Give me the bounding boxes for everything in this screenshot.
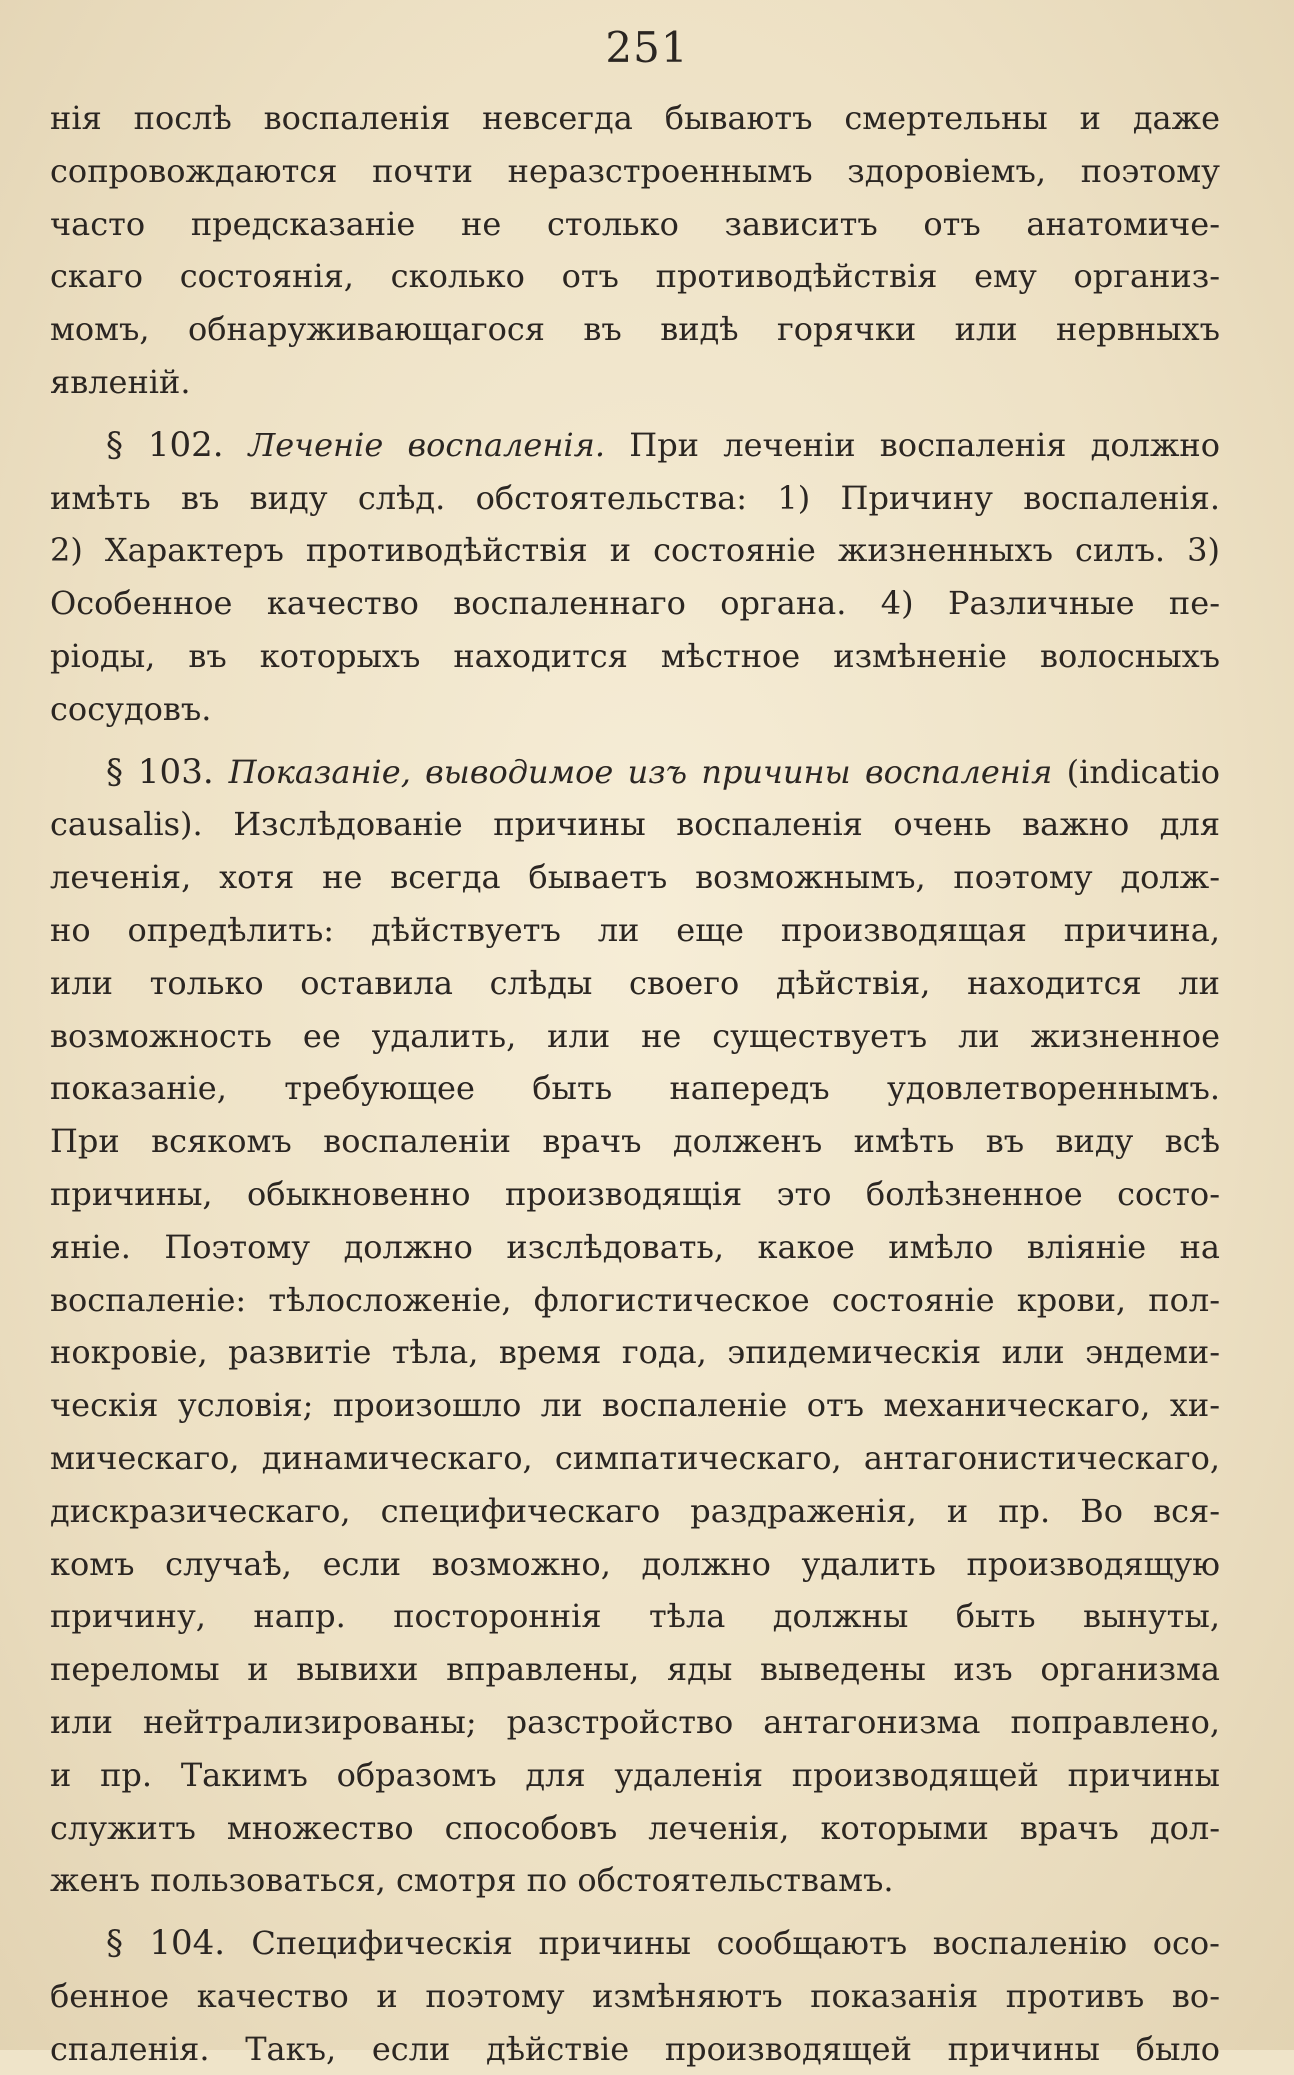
text-line bbox=[50, 1062, 1220, 1115]
paragraph bbox=[50, 746, 1220, 1908]
text-run: леченія, хотя не всегда бываетъ возможнымъ, поэтому долж- bbox=[50, 858, 1220, 897]
paragraph-gap bbox=[50, 1907, 1220, 1917]
text-line bbox=[50, 1970, 1220, 2023]
text-run: causalis). Изслѣдованіе причины воспаленія очень важно для bbox=[50, 805, 1220, 844]
text-line bbox=[50, 356, 1220, 409]
text-run: 2) Характеръ противодѣйствія и состояніе жизненныхъ силъ. 3) bbox=[50, 531, 1220, 570]
page-number: 251 bbox=[605, 23, 689, 72]
text-run: нокровіе, развитіе тѣла, время года, эпидемическія или эндеми- bbox=[50, 1333, 1220, 1372]
text-line bbox=[50, 1274, 1220, 1327]
text-run: ческія условія; произошло ли воспаленіе отъ механическаго, хи- bbox=[50, 1386, 1220, 1425]
text-run: воспаленіе: тѣлосложеніе, флогистическое состояніе крови, пол- bbox=[50, 1280, 1220, 1319]
text-run: нія послѣ воспаленія невсегда бываютъ смертельны и даже bbox=[50, 99, 1220, 137]
text-line bbox=[50, 1168, 1220, 1221]
text-line bbox=[50, 630, 1220, 683]
text-run: При леченіи воспаленія должно bbox=[605, 425, 1220, 464]
text-line bbox=[50, 1802, 1220, 1855]
text-line bbox=[50, 1326, 1220, 1379]
body-text bbox=[50, 92, 1220, 2075]
text-line bbox=[50, 904, 1220, 957]
text-line bbox=[50, 1917, 1220, 1970]
text-line bbox=[50, 1379, 1220, 1432]
text-run: женъ пользоваться, смотря по обстоятельствамъ. bbox=[50, 1861, 894, 1900]
text-run: При всякомъ воспаленіи врачъ долженъ имѣть въ виду всѣ bbox=[50, 1122, 1220, 1161]
paragraph-gap bbox=[50, 409, 1220, 419]
text-run: комъ случаѣ, если возможно, должно удалить производящую bbox=[50, 1544, 1220, 1583]
text-line bbox=[50, 798, 1220, 851]
text-line bbox=[50, 683, 1220, 736]
text-line bbox=[50, 303, 1220, 356]
text-line bbox=[50, 746, 1220, 799]
text-run: (indicatio bbox=[1052, 752, 1220, 791]
text-run: момъ, обнаруживающагося въ видѣ горячки или нервныхъ bbox=[50, 310, 1220, 349]
text-line bbox=[50, 92, 1220, 145]
section-number: § 102. bbox=[106, 424, 249, 465]
text-run: и пр. Такимъ образомъ для удаленія производящей причины bbox=[50, 1755, 1220, 1794]
text-line bbox=[50, 1221, 1220, 1274]
text-run: ріоды, въ которыхъ находится мѣстное измѣненіе волосныхъ bbox=[50, 636, 1220, 675]
text-line bbox=[50, 577, 1220, 630]
text-run: скаго состоянія, сколько отъ противодѣйствія ему организ- bbox=[50, 257, 1220, 296]
text-line bbox=[50, 1590, 1220, 1643]
text-line bbox=[50, 1115, 1220, 1168]
text-run: служитъ множество способовъ леченія, которыми врачъ дол- bbox=[50, 1808, 1220, 1847]
text-line bbox=[50, 1643, 1220, 1696]
text-line bbox=[50, 957, 1220, 1010]
text-run: причину, напр. постороннія тѣла должны быть вынуты, bbox=[50, 1597, 1220, 1636]
paragraph bbox=[50, 92, 1220, 409]
text-run: имѣть въ виду слѣд. обстоятельства: 1) Причину воспаленія. bbox=[50, 478, 1220, 517]
text-run: сосудовъ. bbox=[50, 689, 212, 728]
text-run: показаніе, требующее быть напередъ удовлетвореннымъ. bbox=[50, 1069, 1220, 1108]
section-number: § 104. bbox=[106, 1923, 252, 1964]
text-run: часто предсказаніе не столько зависитъ отъ анатомиче- bbox=[50, 204, 1220, 243]
text-run: Особенное качество воспаленнаго органа. 4) Различные пе- bbox=[50, 584, 1220, 623]
text-line bbox=[50, 1696, 1220, 1749]
text-run: возможность ее удалить, или не существуетъ ли жизненное bbox=[50, 1016, 1220, 1055]
text-run: или нейтрализированы; разстройство антагонизма поправлено, bbox=[50, 1702, 1220, 1741]
text-run: яніе. Поэтому должно изслѣдовать, какое имѣло вліяніе на bbox=[50, 1227, 1220, 1266]
text-line bbox=[50, 2023, 1220, 2075]
text-line bbox=[50, 419, 1220, 472]
text-run: спаленія. Такъ, если дѣйствіе производящей причины было bbox=[50, 2029, 1220, 2068]
text-line bbox=[50, 1854, 1220, 1907]
text-line bbox=[50, 145, 1220, 198]
text-run: мическаго, динамическаго, симпатическаго, антагонистическаго, bbox=[50, 1438, 1220, 1477]
text-line bbox=[50, 250, 1220, 303]
text-line bbox=[50, 1010, 1220, 1063]
text-run: явленій. bbox=[50, 362, 191, 401]
text-line bbox=[50, 472, 1220, 525]
paragraph-gap bbox=[50, 736, 1220, 746]
section-heading: Леченіе воспаленія. bbox=[248, 425, 606, 464]
text-line bbox=[50, 851, 1220, 904]
text-run: дискразическаго, специфическаго раздраженія, и пр. Во вся- bbox=[50, 1491, 1220, 1530]
text-line bbox=[50, 1749, 1220, 1802]
text-line bbox=[50, 1432, 1220, 1485]
text-run: сопровождаются почти неразстроеннымъ здоровіемъ, поэтому bbox=[50, 151, 1220, 190]
text-run: бенное качество и поэтому измѣняютъ показанія противъ во- bbox=[50, 1976, 1220, 2015]
paragraph bbox=[50, 1917, 1220, 2075]
text-run: или только оставила слѣды своего дѣйствія, находится ли bbox=[50, 963, 1220, 1002]
section-heading: Показаніе, выводимое изъ причины воспаленія bbox=[228, 752, 1053, 791]
text-run: Специфическія причины сообщаютъ воспаленію осо- bbox=[251, 1924, 1220, 1963]
text-run: но опредѣлить: дѣйствуетъ ли еще производящая причина, bbox=[50, 910, 1220, 949]
text-line bbox=[50, 1485, 1220, 1538]
text-run: переломы и вывихи вправлены, яды выведены изъ организма bbox=[50, 1650, 1220, 1689]
text-run: причины, обыкновенно производящія это болѣзненное состо- bbox=[50, 1174, 1220, 1213]
text-line bbox=[50, 1538, 1220, 1591]
text-line bbox=[50, 524, 1220, 577]
section-number: § 103. bbox=[106, 751, 229, 792]
paragraph bbox=[50, 419, 1220, 736]
text-line bbox=[50, 198, 1220, 251]
